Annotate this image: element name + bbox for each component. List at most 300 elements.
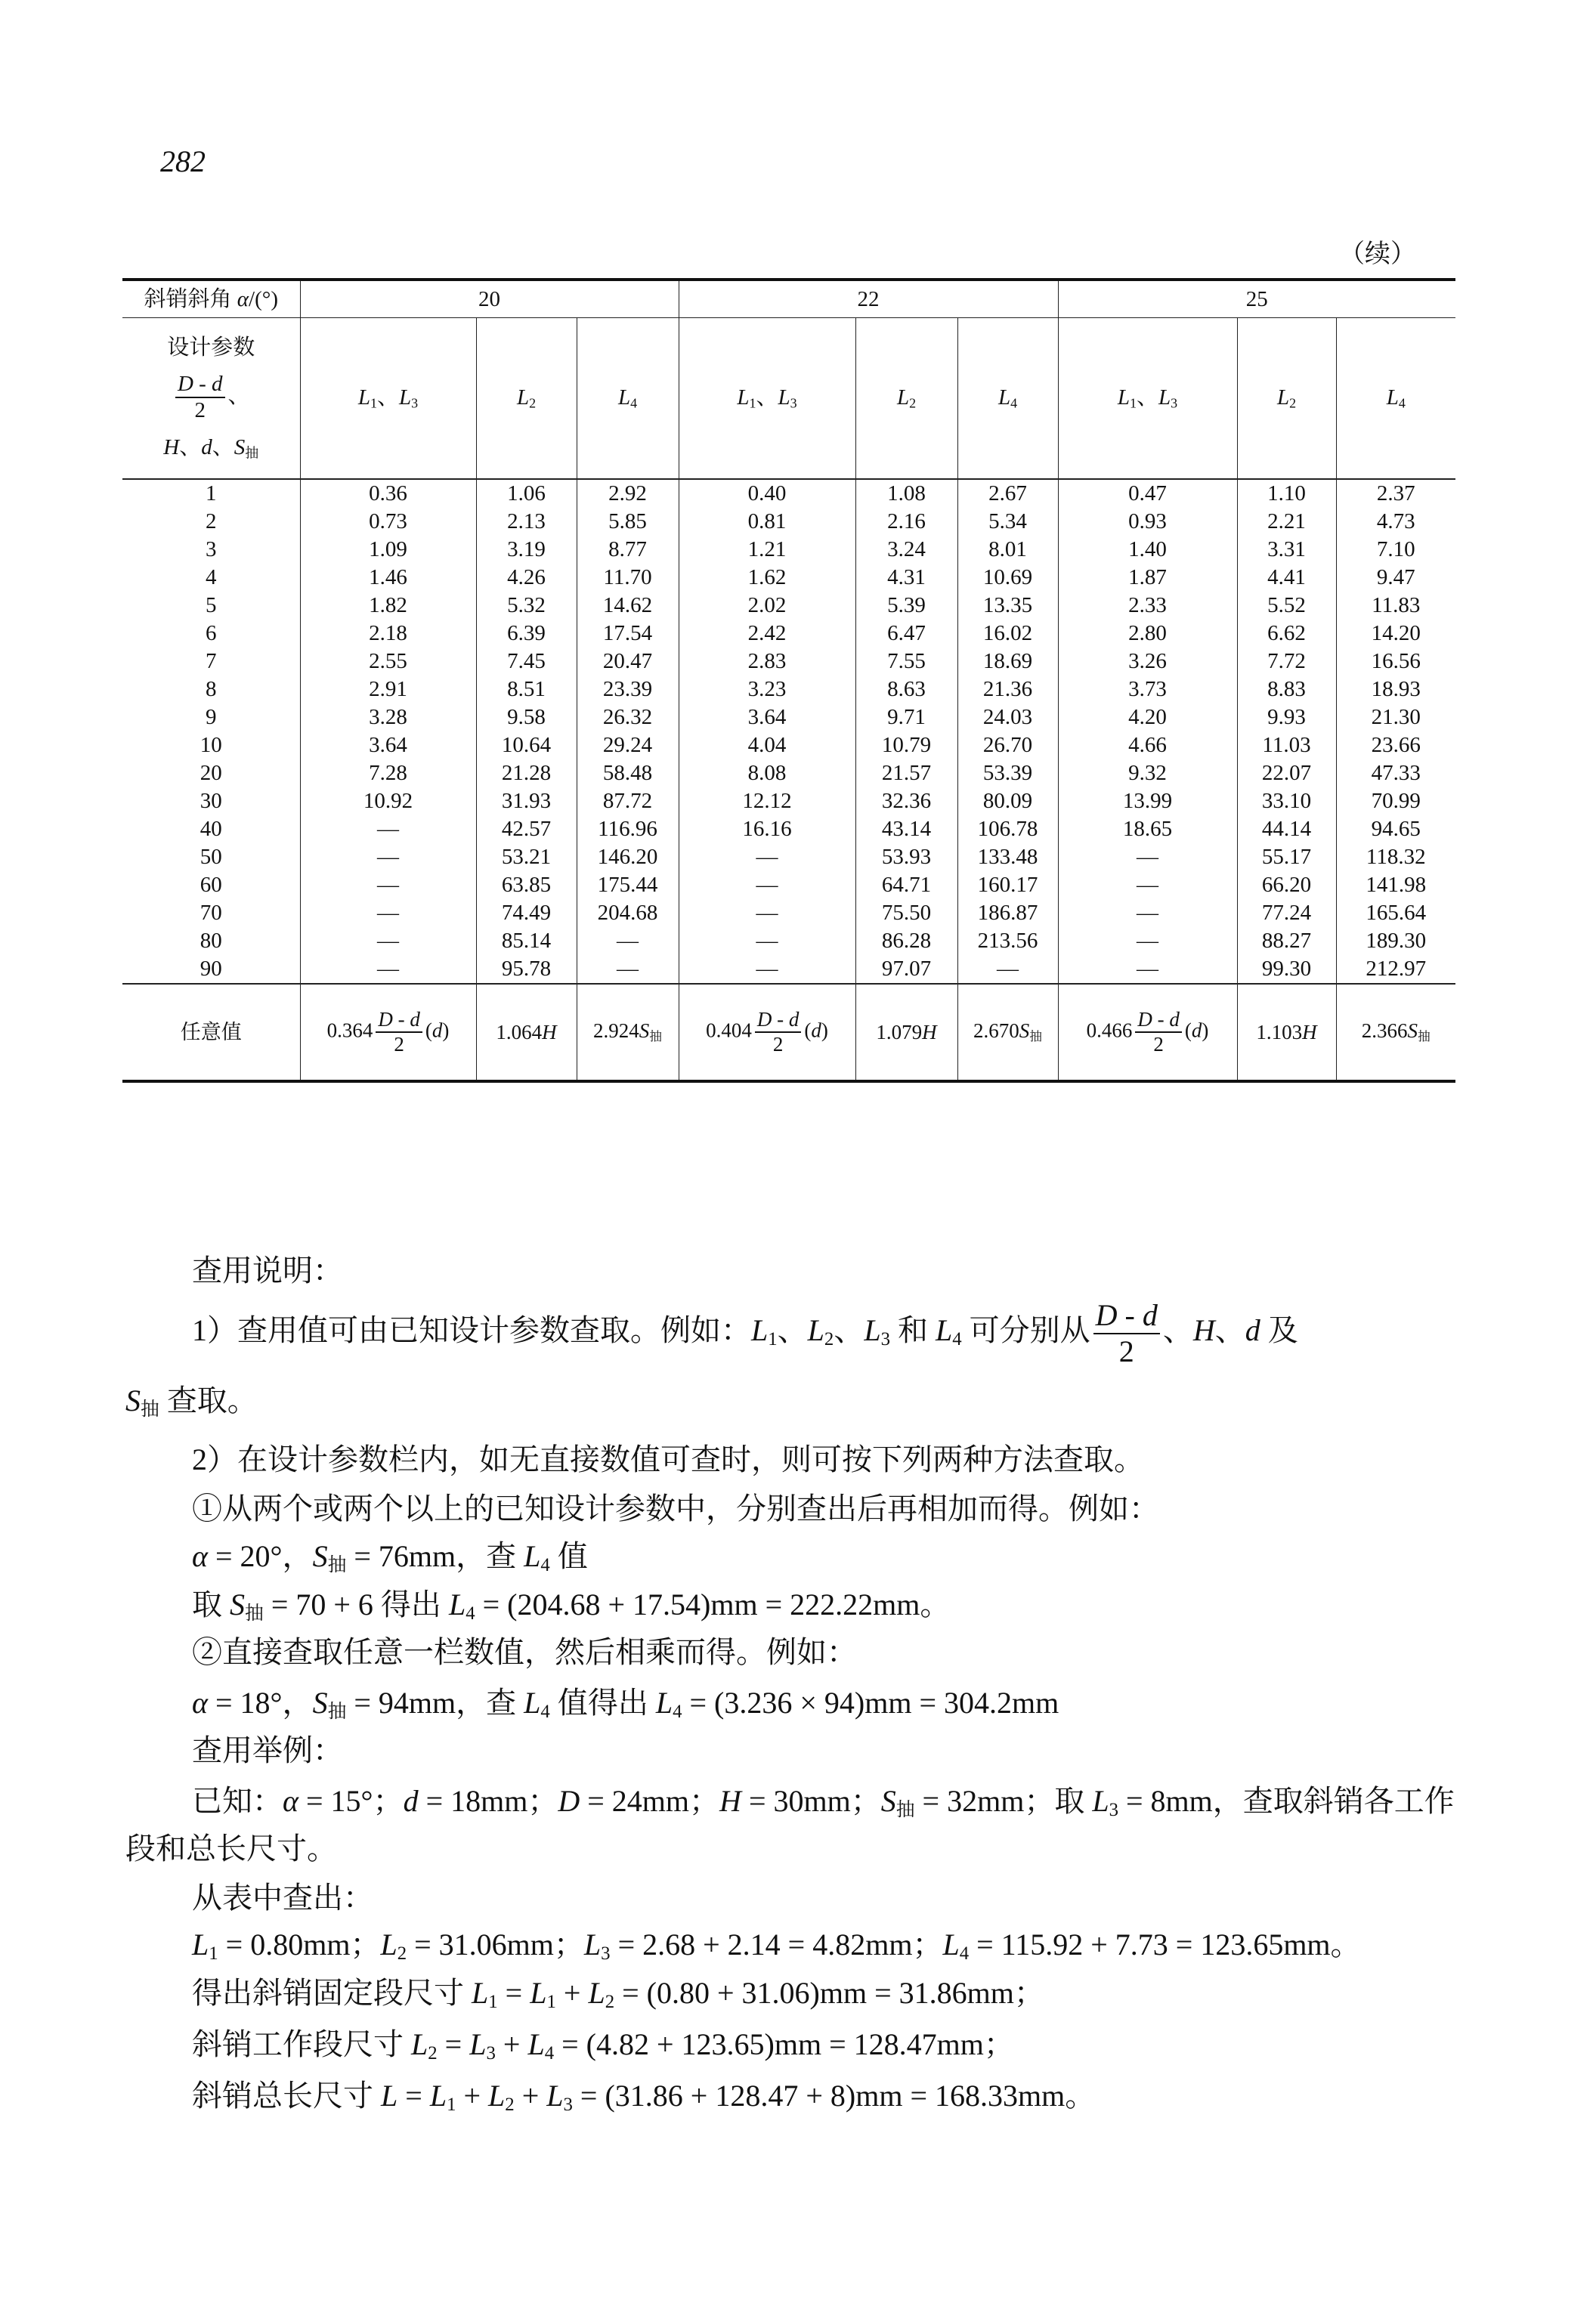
table-cell: 2.02	[679, 592, 855, 620]
table-cell: —	[300, 815, 476, 843]
column-header-cell	[1336, 318, 1455, 480]
variable-subscript: 3	[563, 2095, 573, 2116]
table-cell: 18.93	[1336, 675, 1455, 703]
design-parameter-value: 50	[122, 843, 300, 871]
table-cell: 53.93	[855, 843, 957, 871]
text-run: 0.404	[706, 1019, 752, 1042]
table-row	[122, 787, 1455, 815]
math-variable	[1019, 1019, 1042, 1042]
table-cell: 85.14	[476, 927, 577, 955]
text-run: = 31.06mm；	[407, 1928, 584, 1962]
table-cell: 4.41	[1237, 564, 1336, 592]
text-run: ①从两个或两个以上的已知设计参数中，分别查出后再相加而得。例如：	[192, 1492, 1159, 1526]
formula-cell	[679, 984, 855, 1081]
formula-cell	[1237, 984, 1336, 1081]
table-row	[122, 479, 1455, 508]
table-cell: 23.66	[1336, 731, 1455, 759]
table-cell: —	[300, 843, 476, 871]
table-cell: 43.14	[855, 815, 957, 843]
table-cell: —	[577, 927, 679, 955]
variable-subscript: 2	[1289, 395, 1297, 411]
table-cell: 160.17	[957, 871, 1058, 899]
variable-subscript: 1	[488, 1992, 498, 2013]
math-variable	[897, 385, 916, 410]
table-cell: 189.30	[1336, 927, 1455, 955]
table-row	[122, 620, 1455, 648]
angle-label-cell	[122, 280, 300, 318]
variable-symbol: L	[516, 385, 530, 410]
table-cell: 99.30	[1237, 955, 1336, 984]
fraction-numerator: D - d	[756, 1007, 800, 1031]
math-variable	[380, 1928, 407, 1965]
math-variable	[283, 1784, 298, 1818]
table-cell: 8.83	[1237, 675, 1336, 703]
table-cell: —	[679, 899, 855, 927]
variable-subscript: 1	[447, 2095, 456, 2116]
variable-subscript: 1	[749, 395, 756, 411]
table-cell: 0.47	[1058, 479, 1237, 508]
text-run: = (0.80 + 31.06)mm = 31.86mm；	[614, 1976, 1044, 2010]
table-cell: 10.92	[300, 787, 476, 815]
design-parameter-value: 10	[122, 731, 300, 759]
math-variable	[1408, 1019, 1431, 1042]
table-cell: 3.19	[476, 536, 577, 564]
table-row	[122, 871, 1455, 899]
note-line	[192, 1921, 1361, 1965]
param-label-line	[122, 372, 300, 424]
variable-symbol: L	[469, 2027, 487, 2061]
math-variable	[751, 1313, 778, 1350]
text-run: = 0.80mm；	[218, 1928, 381, 1962]
math-variable	[312, 1539, 347, 1576]
table-cell: 7.55	[855, 648, 957, 675]
table-cell: 77.24	[1237, 899, 1336, 927]
math-variable	[558, 1784, 580, 1818]
text-run: = (3.236 × 94)mm = 304.2mm	[682, 1686, 1059, 1720]
table-cell: 42.57	[476, 815, 577, 843]
variable-subscript: 4	[952, 1329, 962, 1350]
note-line	[125, 1825, 337, 1868]
variable-symbol: H	[922, 1020, 937, 1043]
table-cell: 11.83	[1336, 592, 1455, 620]
text-run: +	[555, 1976, 589, 2010]
math-variable	[1387, 385, 1406, 410]
variable-symbol: H	[1302, 1020, 1317, 1043]
formula-cell	[577, 984, 679, 1081]
table-cell: 2.21	[1237, 508, 1336, 536]
note-line	[192, 1874, 373, 1917]
variable-subscript: 1	[768, 1329, 778, 1350]
angle-value-cell: 25	[1058, 280, 1455, 318]
formula-cell	[476, 984, 577, 1081]
variable-subscript: 4	[959, 1943, 970, 1965]
table-cell: 9.32	[1058, 759, 1237, 787]
angle-value-cell: 20	[300, 280, 679, 318]
table-cell: 213.56	[957, 927, 1058, 955]
note-line	[192, 1485, 1159, 1528]
text-run: 2.366	[1361, 1019, 1408, 1043]
text-run: )	[821, 1019, 828, 1042]
variable-symbol: L	[1158, 385, 1171, 410]
text-run: 值得出	[549, 1686, 656, 1720]
table-cell: 75.50	[855, 899, 957, 927]
table-cell: —	[300, 927, 476, 955]
table-cell: 86.28	[855, 927, 957, 955]
param-label-line	[122, 434, 300, 462]
table-cell: 17.54	[577, 620, 679, 648]
text-run: = 18mm；	[418, 1784, 558, 1818]
fraction-numerator: D - d	[177, 372, 223, 397]
table-cell: 16.16	[679, 815, 855, 843]
variable-symbol: d	[201, 434, 212, 459]
text-run: 、	[376, 385, 399, 410]
design-parameter-value: 1	[122, 479, 300, 508]
variable-symbol: L	[357, 385, 370, 410]
table-cell: 66.20	[1237, 871, 1336, 899]
math-variable	[469, 2027, 496, 2064]
text-run: 0.466	[1086, 1019, 1133, 1042]
table-cell: 2.33	[1058, 592, 1237, 620]
note-line	[192, 1628, 857, 1671]
table-cell: 2.18	[300, 620, 476, 648]
variable-symbol: S	[880, 1784, 896, 1818]
text-run: 2）在设计参数栏内，如无直接数值可查时，则可按下列两种方法查取。	[192, 1442, 1144, 1476]
text-run: )	[1202, 1019, 1209, 1042]
variable-subscript: 2	[529, 395, 537, 411]
variable-symbol: L	[380, 1928, 397, 1962]
text-run: = 115.92 + 7.73 = 123.65mm。	[969, 1928, 1361, 1962]
variable-symbol: S	[230, 1587, 245, 1622]
design-parameter-value: 90	[122, 955, 300, 984]
fraction	[1135, 1008, 1182, 1056]
variable-symbol: S	[1407, 1019, 1418, 1043]
text-run: 、	[1162, 1313, 1193, 1348]
variable-symbol: H	[163, 434, 180, 459]
text-run: 和	[889, 1313, 936, 1348]
variable-subscript: 1	[1130, 395, 1137, 411]
text-run: = (31.86 + 128.47 + 8)mm = 168.33mm。	[572, 2079, 1096, 2113]
text-run: +	[456, 2079, 489, 2113]
table-cell: 4.31	[855, 564, 957, 592]
variable-symbol: S	[125, 1383, 141, 1417]
table-cell: 10.69	[957, 564, 1058, 592]
variable-symbol: L	[1117, 385, 1130, 410]
text-run: 任意值	[180, 1020, 242, 1043]
variable-symbol: L	[655, 1686, 673, 1720]
variable-symbol: L	[864, 1313, 881, 1348]
table-row	[122, 536, 1455, 564]
table-cell: 0.73	[300, 508, 476, 536]
formula-cell	[957, 984, 1058, 1081]
text-run: = 20°，	[208, 1539, 313, 1573]
table-cell: 53.39	[957, 759, 1058, 787]
text-run: = 15°；	[298, 1784, 404, 1818]
variable-subscript: 3	[486, 2043, 496, 2064]
text-run: = 24mm；	[580, 1784, 720, 1818]
variable-subscript: 2	[605, 1992, 615, 2013]
table-cell: 70.99	[1336, 787, 1455, 815]
variable-subscript: 4	[540, 1555, 550, 1576]
math-variable	[399, 385, 418, 410]
variable-symbol: D	[558, 1784, 580, 1818]
variable-symbol: d	[1191, 1019, 1202, 1042]
math-variable	[234, 435, 258, 459]
math-variable	[542, 1021, 557, 1043]
variable-subscript: 3	[880, 1329, 890, 1350]
fraction	[175, 372, 225, 424]
table-cell: 88.27	[1237, 927, 1336, 955]
continued-label: （续）	[1339, 240, 1416, 268]
table-cell: 74.49	[476, 899, 577, 927]
table-cell: 14.20	[1336, 620, 1455, 648]
fraction-denominator: 2	[755, 1031, 802, 1056]
variable-subscript: 3	[1171, 395, 1178, 411]
table-cell: 94.65	[1336, 815, 1455, 843]
table-row	[122, 759, 1455, 787]
variable-symbol: L	[737, 385, 750, 410]
table-cell: 5.39	[855, 592, 957, 620]
table-cell: 95.78	[476, 955, 577, 984]
math-variable	[588, 1976, 615, 2013]
variable-symbol: α	[283, 1784, 298, 1818]
math-variable	[778, 385, 797, 410]
table-cell: 3.31	[1237, 536, 1336, 564]
variable-subscript: 抽	[327, 1555, 347, 1576]
table-cell: 204.68	[577, 899, 679, 927]
column-header-cell	[476, 318, 577, 480]
table-cell: 4.20	[1058, 703, 1237, 731]
table-cell: —	[1058, 899, 1237, 927]
math-variable	[1302, 1021, 1317, 1043]
note-line	[192, 1436, 1144, 1479]
text-run: 、	[777, 1313, 808, 1348]
table-cell: 175.44	[577, 871, 679, 899]
variable-subscript: 4	[1010, 395, 1018, 411]
fraction-denominator: 2	[175, 397, 225, 423]
math-variable	[125, 1383, 159, 1421]
note-line	[192, 1727, 343, 1770]
table-cell: 2.92	[577, 479, 679, 508]
table-cell: 11.70	[577, 564, 679, 592]
math-variable	[737, 385, 756, 410]
column-header-cell	[679, 318, 855, 480]
math-variable	[639, 1019, 662, 1042]
table-cell: 2.55	[300, 648, 476, 675]
table-cell: 9.71	[855, 703, 957, 731]
math-variable	[524, 1686, 550, 1723]
text-run: = 30mm；	[741, 1784, 881, 1818]
text-run: (	[425, 1019, 432, 1042]
variable-symbol: L	[429, 2079, 447, 2113]
variable-symbol: L	[583, 1928, 602, 1962]
variable-symbol: H	[719, 1784, 741, 1818]
table-row	[122, 955, 1455, 984]
text-run: 、	[834, 1313, 865, 1348]
page-number: 282	[160, 144, 206, 178]
design-parameter-value: 70	[122, 899, 300, 927]
column-header-cell	[855, 318, 957, 480]
text-run: = 94mm，查	[346, 1686, 524, 1720]
table-cell: 5.85	[577, 508, 679, 536]
variable-subscript: 4	[540, 1702, 550, 1723]
table-cell: 9.58	[476, 703, 577, 731]
table-cell: 0.81	[679, 508, 855, 536]
table-cell: 0.40	[679, 479, 855, 508]
text-run: +	[495, 2027, 528, 2061]
variable-symbol: L	[192, 1928, 209, 1962]
table-cell: 3.64	[679, 703, 855, 731]
variable-symbol: L	[546, 2079, 564, 2113]
math-variable	[192, 1928, 218, 1965]
text-run: 取	[192, 1587, 230, 1622]
text-run: 2.670	[973, 1019, 1019, 1043]
table-cell: 7.28	[300, 759, 476, 787]
variable-subscript: 1	[209, 1943, 218, 1965]
text-run: = 32mm；取	[914, 1784, 1093, 1818]
table-cell: 13.99	[1058, 787, 1237, 815]
table-cell: 2.80	[1058, 620, 1237, 648]
note-line	[192, 2020, 1014, 2064]
variable-symbol: L	[448, 1587, 466, 1622]
table-cell: 21.30	[1336, 703, 1455, 731]
table-cell: 26.32	[577, 703, 679, 731]
table-cell: 165.64	[1336, 899, 1455, 927]
math-variable	[1193, 1313, 1215, 1347]
design-parameter-value: 20	[122, 759, 300, 787]
table-cell: 3.73	[1058, 675, 1237, 703]
table-cell: —	[300, 871, 476, 899]
math-variable	[527, 2027, 555, 2064]
variable-symbol: L	[381, 2079, 398, 2113]
note-line	[125, 1377, 258, 1421]
text-run: = (204.68 + 17.54)mm = 222.22mm。	[475, 1587, 951, 1622]
math-variable	[546, 2079, 573, 2116]
fraction-numerator: D - d	[378, 1007, 420, 1031]
math-variable	[811, 1019, 821, 1041]
variable-symbol: L	[488, 2079, 506, 2113]
fraction	[376, 1008, 422, 1056]
table-cell: 80.09	[957, 787, 1058, 815]
variable-subscript: 1	[546, 1992, 556, 2013]
table-cell: 1.82	[300, 592, 476, 620]
oblique-pin-dimension-table	[122, 278, 1455, 1083]
table-cell: 1.87	[1058, 564, 1237, 592]
text-run: = 2.68 + 2.14 = 4.82mm；	[610, 1928, 943, 1962]
math-variable	[583, 1928, 611, 1965]
math-variable	[880, 1784, 915, 1821]
table-cell: 18.65	[1058, 815, 1237, 843]
variable-symbol: L	[1276, 385, 1290, 410]
note-line	[192, 2072, 1095, 2116]
variable-subscript: 3	[411, 395, 419, 411]
text-run: =	[437, 2027, 470, 2061]
math-variable	[517, 385, 536, 410]
table-row	[122, 703, 1455, 731]
variable-symbol: L	[942, 1928, 960, 1962]
text-run: 、	[1214, 1313, 1245, 1348]
table-cell: 2.13	[476, 508, 577, 536]
design-parameter-value: 8	[122, 675, 300, 703]
table-cell: 2.67	[957, 479, 1058, 508]
table-cell: 9.93	[1237, 703, 1336, 731]
table-cell: 1.46	[300, 564, 476, 592]
variable-subscript: 3	[790, 395, 797, 411]
table-row	[122, 592, 1455, 620]
formula-cell	[300, 984, 476, 1081]
table-cell: 64.71	[855, 871, 957, 899]
text-run: 斜销斜角	[144, 286, 237, 311]
variable-subscript: 2	[824, 1329, 834, 1350]
table-cell: —	[1058, 843, 1237, 871]
table-cell: 58.48	[577, 759, 679, 787]
text-run: = 8mm，查取斜销各工作	[1118, 1784, 1455, 1818]
arbitrary-value-label	[122, 984, 300, 1081]
text-run: 、	[756, 385, 778, 410]
table-cell: 3.28	[300, 703, 476, 731]
math-variable	[312, 1686, 347, 1723]
variable-subscript: 抽	[327, 1702, 347, 1723]
variable-subscript: 抽	[1029, 1029, 1042, 1044]
math-variable	[1277, 385, 1296, 410]
math-variable	[411, 2027, 438, 2064]
table-cell: 6.39	[476, 620, 577, 648]
variable-subscript: 4	[1398, 395, 1406, 411]
math-variable	[163, 435, 179, 459]
table-row	[122, 899, 1455, 927]
text-run: = 18°，	[208, 1686, 313, 1720]
table-cell: 29.24	[577, 731, 679, 759]
variable-symbol: L	[588, 1976, 605, 2010]
math-variable	[381, 2079, 397, 2113]
column-header-cell	[1237, 318, 1336, 480]
variable-symbol: d	[431, 1019, 443, 1042]
variable-symbol: L	[530, 1976, 547, 2010]
note-line	[192, 1777, 1455, 1822]
math-variable	[404, 1784, 419, 1818]
design-parameter-value: 30	[122, 787, 300, 815]
table-cell: 6.47	[855, 620, 957, 648]
math-variable	[1092, 1784, 1118, 1821]
table-cell: 3.26	[1058, 648, 1237, 675]
table-cell: 97.07	[855, 955, 957, 984]
table-cell: 0.93	[1058, 508, 1237, 536]
variable-symbol: L	[1092, 1784, 1109, 1818]
variable-subscript: 2	[428, 2043, 438, 2064]
design-parameter-value: 5	[122, 592, 300, 620]
variable-symbol: H	[1192, 1313, 1215, 1348]
table-row	[122, 648, 1455, 675]
table-cell: 21.57	[855, 759, 957, 787]
math-variable	[1118, 385, 1137, 410]
column-header-cell	[300, 318, 476, 480]
table-cell: 21.36	[957, 675, 1058, 703]
table-cell: 16.56	[1336, 648, 1455, 675]
note-line	[192, 1679, 1059, 1724]
variable-symbol: L	[527, 2027, 545, 2061]
design-parameter-value: 9	[122, 703, 300, 731]
math-variable	[998, 385, 1017, 410]
variable-symbol: S	[639, 1019, 650, 1043]
fraction-numerator: D - d	[1137, 1007, 1180, 1031]
variable-subscript: 2	[909, 395, 917, 411]
table-cell: 10.79	[855, 731, 957, 759]
math-variable	[807, 1313, 834, 1350]
table-cell: 47.33	[1336, 759, 1455, 787]
table-cell: 2.42	[679, 620, 855, 648]
table-cell: 2.37	[1336, 479, 1455, 508]
variable-subscript: 3	[601, 1943, 611, 1965]
table-cell: 2.16	[855, 508, 957, 536]
